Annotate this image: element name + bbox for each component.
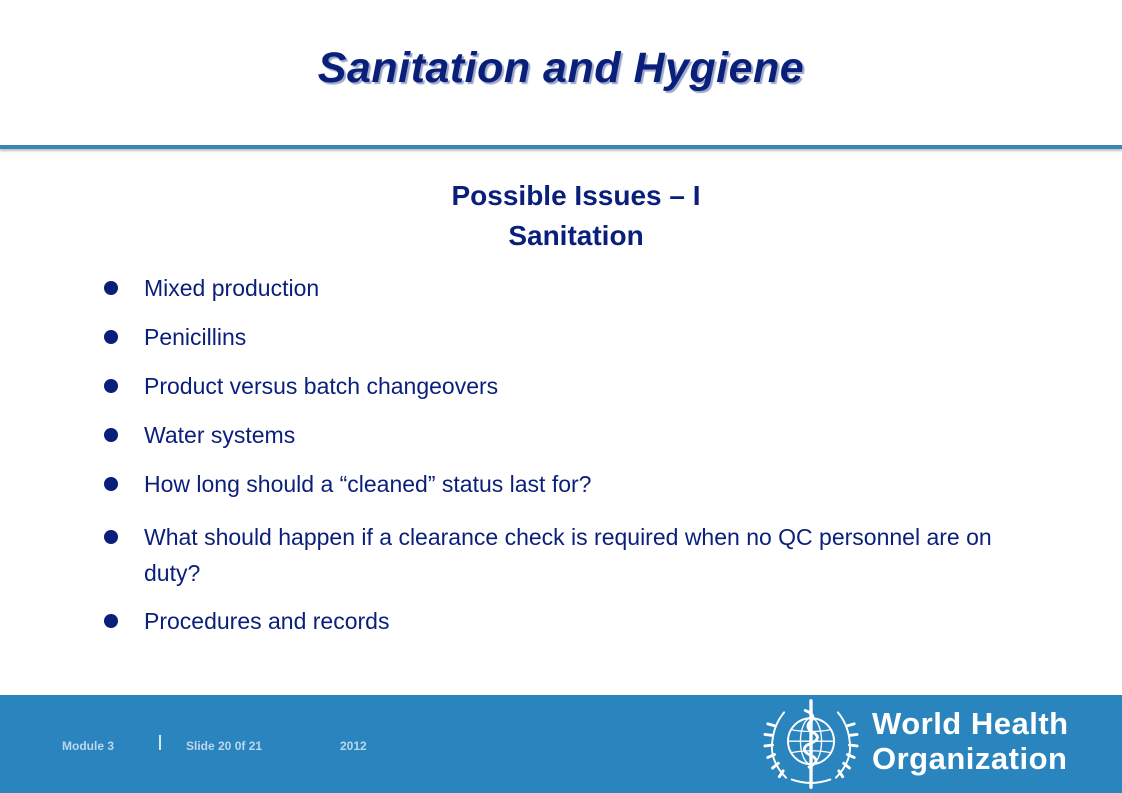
- bullet-icon: [104, 428, 118, 442]
- bullet-list: [100, 270, 1040, 639]
- bullet-text: What should happen if a clearance check is required when no QC personnel are on duty?: [144, 524, 992, 586]
- bullet-text: Procedures and records: [144, 608, 390, 634]
- org-name-line2: Organization: [872, 741, 1068, 776]
- footer-module: Module 3: [62, 739, 115, 753]
- footer-slide-number: Slide 20 0f 21: [186, 739, 263, 753]
- bullet-text: How long should a “cleaned” status last for?: [144, 471, 592, 497]
- slide-title: Sanitation and Hygiene: [317, 44, 805, 92]
- org-name-line1: World Health: [872, 706, 1069, 741]
- footer-year: 2012: [340, 739, 367, 753]
- bullet-item: [100, 519, 1040, 591]
- bullet-icon: [104, 281, 118, 295]
- bullet-item: [100, 270, 1040, 306]
- bullet-text: Mixed production: [144, 275, 320, 301]
- bullet-icon: [104, 477, 118, 491]
- section-heading: Possible Issues – I: [451, 180, 701, 211]
- bullet-icon: [104, 530, 118, 544]
- bullet-text: Penicillins: [144, 324, 247, 350]
- bullet-icon: [104, 614, 118, 628]
- footer-separator: [159, 735, 161, 750]
- bullet-item: [100, 368, 1040, 404]
- section-subheading: Sanitation: [508, 220, 644, 251]
- bullet-icon: [104, 330, 118, 344]
- bullet-text: Product versus batch changeovers: [144, 373, 499, 399]
- bullet-item: [100, 466, 1040, 502]
- who-emblem-icon: [762, 697, 860, 793]
- title-divider: [0, 145, 1122, 149]
- bullet-item: [100, 417, 1040, 453]
- bullet-text: Water systems: [144, 422, 296, 448]
- bullet-item: [100, 603, 1040, 639]
- bullet-item: [100, 319, 1040, 355]
- bullet-icon: [104, 379, 118, 393]
